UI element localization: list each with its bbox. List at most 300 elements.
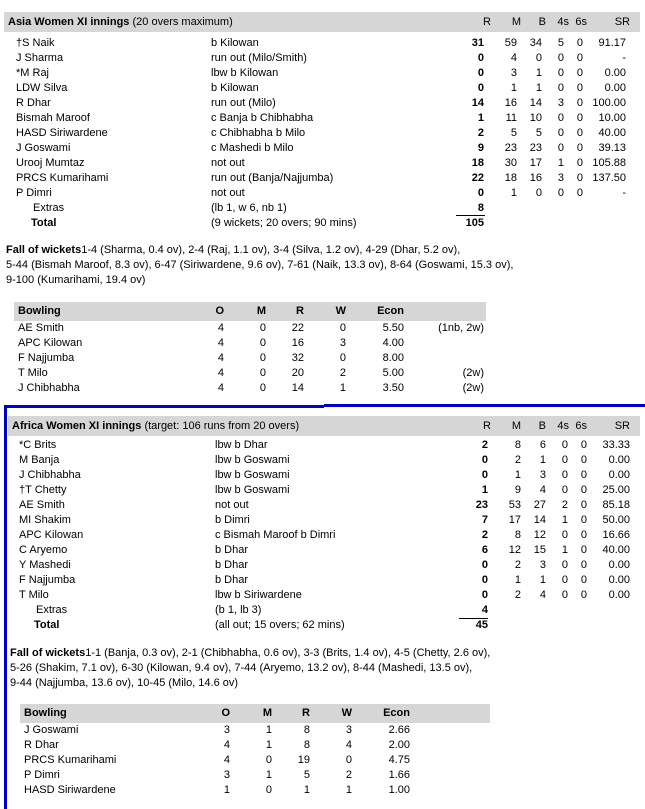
- bowler-name: F Najjumba: [18, 352, 75, 364]
- extras-label: Extras: [36, 604, 68, 616]
- minutes: 1: [514, 574, 521, 586]
- runs: 14: [471, 97, 484, 109]
- wickets: 0: [339, 352, 346, 364]
- batter-name: T Milo: [19, 589, 49, 601]
- minutes: 59: [504, 37, 517, 49]
- dismissal: c Bismah Maroof b Dimri: [215, 529, 336, 541]
- fow-text: 1-1 (Banja, 0.3 ov), 2-1 (Chibhabha, 0.6 ov), 3-3 (Brits, 1.4 ov), 4-5 (Chetty, 2.6 ov), 5-26 (Shakim, 7.1 ov), 6-30 (Kilowan, 9.4 ov), 7-44 (Aryemo, 13.2 ov), 8-44 (Mashedi, 13.5 ov), 9-44 (Najjumba, 13.6 ov), 10-45 (Milo, 14.6 ov): [10, 647, 491, 689]
- extras-value: 4: [481, 604, 488, 616]
- strike-rate: 85.18: [602, 499, 630, 511]
- sixes: 0: [576, 157, 583, 169]
- minutes: 4: [510, 52, 517, 64]
- economy: 4.00: [382, 337, 404, 349]
- fours: 0: [561, 469, 568, 481]
- dismissal: c Mashedi b Milo: [211, 142, 294, 154]
- runs: 0: [481, 454, 488, 466]
- extras-value: 8: [477, 202, 484, 214]
- bowling-row: [20, 768, 500, 783]
- total-label: Total: [31, 217, 57, 229]
- balls: 1: [535, 67, 542, 79]
- minutes: 3: [510, 67, 517, 79]
- batting-row: [0, 558, 645, 573]
- bowling-row: [20, 738, 500, 753]
- bowling-row: [14, 336, 494, 351]
- balls: 1: [539, 454, 546, 466]
- balls: 14: [533, 514, 546, 526]
- fours: 2: [561, 499, 568, 511]
- bowling-row: [20, 783, 500, 798]
- sixes: 0: [580, 484, 587, 496]
- runs: 9: [477, 142, 484, 154]
- runs-conceded: 22: [291, 322, 304, 334]
- economy: 5.00: [382, 367, 404, 379]
- maidens: 0: [265, 754, 272, 766]
- total-detail: (9 wickets; 20 overs; 90 mins): [211, 217, 357, 229]
- fours: 0: [557, 112, 564, 124]
- batter-name: J Chibhabha: [19, 469, 81, 481]
- dismissal: run out (Banja/Najjumba): [211, 172, 334, 184]
- overs: 3: [223, 769, 230, 781]
- dismissal: c Chibhabha b Milo: [211, 127, 306, 139]
- batting-row: [0, 141, 645, 156]
- sixes: 0: [576, 187, 583, 199]
- sixes: 0: [576, 52, 583, 64]
- bowl-col-r: R: [296, 305, 304, 317]
- sixes: 0: [576, 97, 583, 109]
- innings2-total-row: [0, 618, 645, 633]
- fours: 0: [561, 574, 568, 586]
- bowling-label: Bowling: [18, 305, 61, 317]
- maidens: 1: [265, 739, 272, 751]
- batting-row: [0, 528, 645, 543]
- economy: 5.50: [382, 322, 404, 334]
- batter-name: F Najjumba: [19, 574, 76, 586]
- batter-name: LDW Silva: [16, 82, 68, 94]
- col-b: B: [538, 16, 546, 28]
- section-divider-horizontal-right: [324, 404, 645, 407]
- economy: 1.66: [388, 769, 410, 781]
- bowler-name: HASD Siriwardene: [24, 784, 116, 796]
- balls: 16: [529, 172, 542, 184]
- fours: 3: [557, 172, 564, 184]
- batter-name: †S Naik: [16, 37, 55, 49]
- minutes: 2: [514, 454, 521, 466]
- bowler-name: P Dimri: [24, 769, 60, 781]
- fow-text: 1-4 (Sharma, 0.4 ov), 2-4 (Raj, 1.1 ov), 3-4 (Silva, 1.2 ov), 4-29 (Dhar, 5.2 ov), 5-44 (Bismah Maroof, 8.3 ov), 6-47 (Siriwardene, 9.6 ov), 7-61 (Naik, 13.3 ov), 8-64 (Goswami, 15.3 ov), 9-100 (Kumarihami, 19.4 ov): [6, 244, 514, 286]
- overs: 4: [223, 754, 230, 766]
- fours: 0: [561, 454, 568, 466]
- overs: 4: [223, 739, 230, 751]
- innings2-header: [8, 416, 640, 436]
- batter-name: Y Mashedi: [19, 559, 71, 571]
- bowl-col-r: R: [302, 707, 310, 719]
- bowling-label: Bowling: [24, 707, 67, 719]
- bowler-name: J Chibhabha: [18, 382, 80, 394]
- batter-name: APC Kilowan: [19, 529, 84, 541]
- fours: 0: [557, 187, 564, 199]
- sixes: 0: [580, 589, 587, 601]
- dismissal: not out: [215, 499, 249, 511]
- fours: 3: [557, 97, 564, 109]
- strike-rate: -: [622, 52, 626, 64]
- col-sr: SR: [614, 16, 630, 28]
- strike-rate: 100.00: [592, 97, 626, 109]
- overs: 4: [217, 367, 224, 379]
- sixes: 0: [576, 127, 583, 139]
- runs: 0: [477, 82, 484, 94]
- balls: 17: [529, 157, 542, 169]
- col-m: M: [511, 16, 521, 28]
- wickets: 2: [345, 769, 352, 781]
- dismissal: b Dhar: [215, 574, 249, 586]
- sixes: 0: [576, 82, 583, 94]
- batting-row: [0, 573, 645, 588]
- runs: 6: [481, 544, 488, 556]
- bowl-col-o: O: [215, 305, 224, 317]
- runs: 2: [481, 529, 488, 541]
- economy: 2.66: [388, 724, 410, 736]
- economy: 1.00: [388, 784, 410, 796]
- batting-row: [0, 438, 645, 453]
- innings1-fall-of-wickets: [6, 243, 636, 288]
- balls: 34: [529, 37, 542, 49]
- batting-row: [0, 126, 645, 141]
- dismissal: lbw b Goswami: [215, 454, 290, 466]
- balls: 15: [533, 544, 546, 556]
- bowling-row: [14, 321, 494, 336]
- runs: 1: [481, 484, 488, 496]
- batter-name: C Aryemo: [19, 544, 68, 556]
- strike-rate: 91.17: [598, 37, 626, 49]
- sixes: 0: [580, 514, 587, 526]
- minutes: 23: [504, 142, 517, 154]
- bowling-row: [14, 381, 494, 396]
- batting-row: [0, 96, 645, 111]
- bowling-extras: (2w): [462, 382, 484, 394]
- bowling-row: [20, 753, 500, 768]
- fours: 0: [561, 439, 568, 451]
- runs: 23: [475, 499, 488, 511]
- maidens: 0: [259, 322, 266, 334]
- innings2-subtitle: (target: 106 runs from 20 overs): [144, 420, 300, 432]
- strike-rate: 39.13: [598, 142, 626, 154]
- balls: 14: [529, 97, 542, 109]
- bowling-row: [14, 351, 494, 366]
- fours: 1: [561, 514, 568, 526]
- minutes: 11: [505, 112, 517, 124]
- runs: 0: [481, 574, 488, 586]
- batting-row: [0, 171, 645, 186]
- fours: 1: [557, 157, 564, 169]
- batter-name: J Sharma: [16, 52, 64, 64]
- fours: 0: [557, 52, 564, 64]
- bowl-col-m: M: [256, 305, 266, 317]
- runs-conceded: 8: [303, 739, 310, 751]
- innings1-header: [4, 12, 640, 32]
- wickets: 0: [339, 322, 346, 334]
- bowler-name: T Milo: [18, 367, 48, 379]
- runs: 31: [471, 37, 484, 49]
- dismissal: run out (Milo/Smith): [211, 52, 307, 64]
- minutes: 9: [514, 484, 521, 496]
- maidens: 1: [265, 769, 272, 781]
- bowl-col-econ: Econ: [383, 707, 410, 719]
- batting-row: [0, 513, 645, 528]
- innings2-bowling-header: [20, 704, 490, 723]
- bowler-name: AE Smith: [18, 322, 64, 334]
- dismissal: b Kilowan: [211, 82, 259, 94]
- minutes: 1: [514, 469, 521, 481]
- strike-rate: -: [622, 187, 626, 199]
- strike-rate: 105.88: [592, 157, 626, 169]
- fow-label: Fall of wickets: [10, 647, 86, 659]
- maidens: 1: [265, 724, 272, 736]
- minutes: 5: [510, 127, 517, 139]
- dismissal: b Kilowan: [211, 37, 259, 49]
- batter-name: Urooj Mumtaz: [16, 157, 85, 169]
- maidens: 0: [265, 784, 272, 796]
- extras-label: Extras: [33, 202, 65, 214]
- batter-name: MI Shakim: [19, 514, 71, 526]
- runs-conceded: 14: [291, 382, 304, 394]
- fours: 1: [561, 544, 568, 556]
- sixes: 0: [580, 454, 587, 466]
- col-6s: 6s: [575, 16, 587, 28]
- runs: 1: [477, 112, 484, 124]
- strike-rate: 16.66: [602, 529, 630, 541]
- economy: 4.75: [388, 754, 410, 766]
- batting-row: [0, 51, 645, 66]
- innings2-extras-row: [0, 603, 645, 618]
- runs-conceded: 16: [291, 337, 304, 349]
- dismissal: b Dhar: [215, 559, 249, 571]
- bowl-col-w: W: [341, 707, 352, 719]
- fours: 0: [557, 67, 564, 79]
- runs-conceded: 5: [303, 769, 310, 781]
- strike-rate: 0.00: [604, 82, 626, 94]
- runs: 0: [477, 67, 484, 79]
- runs: 0: [477, 187, 484, 199]
- bowler-name: PRCS Kumarihami: [24, 754, 117, 766]
- overs: 4: [217, 352, 224, 364]
- runs-conceded: 32: [291, 352, 304, 364]
- runs: 18: [471, 157, 484, 169]
- sixes: 0: [580, 559, 587, 571]
- balls: 0: [535, 187, 542, 199]
- bowl-col-w: W: [335, 305, 346, 317]
- sixes: 0: [576, 112, 583, 124]
- sixes: 0: [580, 574, 587, 586]
- batting-row: [0, 588, 645, 603]
- minutes: 16: [504, 97, 517, 109]
- balls: 10: [529, 112, 542, 124]
- balls: 12: [533, 529, 546, 541]
- sixes: 0: [580, 544, 587, 556]
- col-m: M: [511, 420, 521, 432]
- sixes: 0: [580, 499, 587, 511]
- balls: 3: [539, 559, 546, 571]
- balls: 4: [539, 484, 546, 496]
- strike-rate: 40.00: [598, 127, 626, 139]
- extras-detail: (lb 1, w 6, nb 1): [211, 202, 287, 214]
- strike-rate: 0.00: [608, 469, 630, 481]
- batter-name: M Banja: [19, 454, 60, 466]
- economy: 8.00: [382, 352, 404, 364]
- col-r: R: [483, 16, 491, 28]
- overs: 4: [217, 382, 224, 394]
- batting-row: [0, 36, 645, 51]
- innings2-title: Africa Women XI innings: [12, 420, 142, 432]
- runs-conceded: 8: [303, 724, 310, 736]
- section-divider-horizontal: [4, 405, 324, 408]
- bowl-col-m: M: [262, 707, 272, 719]
- strike-rate: 50.00: [602, 514, 630, 526]
- balls: 4: [539, 589, 546, 601]
- minutes: 30: [504, 157, 517, 169]
- col-r: R: [483, 420, 491, 432]
- runs: 0: [481, 559, 488, 571]
- balls: 23: [529, 142, 542, 154]
- runs: 0: [481, 589, 488, 601]
- fours: 0: [557, 127, 564, 139]
- fours: 0: [561, 484, 568, 496]
- batter-name: HASD Siriwardene: [16, 127, 108, 139]
- dismissal: lbw b Goswami: [215, 469, 290, 481]
- batting-row: [0, 468, 645, 483]
- total-value: 105: [465, 217, 484, 229]
- dismissal: not out: [211, 187, 245, 199]
- overs: 1: [223, 784, 230, 796]
- balls: 1: [539, 574, 546, 586]
- sixes: 0: [576, 67, 583, 79]
- runs: 7: [481, 514, 488, 526]
- strike-rate: 10.00: [598, 112, 626, 124]
- minutes: 1: [510, 82, 517, 94]
- overs: 4: [217, 337, 224, 349]
- minutes: 2: [514, 559, 521, 571]
- minutes: 8: [514, 529, 521, 541]
- bowling-row: [14, 366, 494, 381]
- dismissal: b Dhar: [215, 544, 249, 556]
- minutes: 17: [508, 514, 521, 526]
- fours: 0: [561, 589, 568, 601]
- economy: 2.00: [388, 739, 410, 751]
- wickets: 1: [345, 784, 352, 796]
- sixes: 0: [580, 469, 587, 481]
- runs: 22: [471, 172, 484, 184]
- balls: 6: [539, 439, 546, 451]
- innings1-subtitle: (20 overs maximum): [132, 16, 233, 28]
- batting-row: [0, 186, 645, 201]
- extras-detail: (b 1, lb 3): [215, 604, 262, 616]
- strike-rate: 40.00: [602, 544, 630, 556]
- wickets: 3: [345, 724, 352, 736]
- sixes: 0: [576, 142, 583, 154]
- innings2-fall-of-wickets: [10, 646, 640, 691]
- strike-rate: 25.00: [602, 484, 630, 496]
- bowler-name: J Goswami: [24, 724, 79, 736]
- batter-name: R Dhar: [16, 97, 51, 109]
- batting-row: [0, 81, 645, 96]
- strike-rate: 0.00: [608, 589, 630, 601]
- balls: 5: [535, 127, 542, 139]
- strike-rate: 0.00: [608, 454, 630, 466]
- runs-conceded: 19: [297, 754, 310, 766]
- maidens: 0: [259, 337, 266, 349]
- batting-row: [0, 483, 645, 498]
- bowler-name: R Dhar: [24, 739, 59, 751]
- batting-row: [0, 111, 645, 126]
- dismissal: not out: [211, 157, 245, 169]
- strike-rate: 0.00: [608, 574, 630, 586]
- batting-row: [0, 66, 645, 81]
- col-b: B: [538, 420, 546, 432]
- strike-rate: 0.00: [608, 559, 630, 571]
- strike-rate: 33.33: [602, 439, 630, 451]
- minutes: 12: [508, 544, 521, 556]
- bowling-extras: (1nb, 2w): [438, 322, 484, 334]
- batting-row: [0, 543, 645, 558]
- fours: 0: [561, 559, 568, 571]
- bowling-extras: (2w): [462, 367, 484, 379]
- col-6s: 6s: [575, 420, 587, 432]
- innings1-bowling-header: [14, 302, 486, 321]
- fours: 5: [557, 37, 564, 49]
- bowl-col-o: O: [221, 707, 230, 719]
- innings1-total-row: [0, 216, 645, 231]
- bowl-col-econ: Econ: [377, 305, 404, 317]
- runs: 2: [477, 127, 484, 139]
- sixes: 0: [576, 37, 583, 49]
- minutes: 2: [514, 589, 521, 601]
- col-4s: 4s: [557, 420, 569, 432]
- batter-name: AE Smith: [19, 499, 65, 511]
- wickets: 4: [345, 739, 352, 751]
- minutes: 53: [508, 499, 521, 511]
- col-4s: 4s: [557, 16, 569, 28]
- maidens: 0: [259, 352, 266, 364]
- balls: 1: [535, 82, 542, 94]
- minutes: 18: [504, 172, 517, 184]
- balls: 3: [539, 469, 546, 481]
- innings1-extras-row: [0, 201, 645, 216]
- strike-rate: 137.50: [592, 172, 626, 184]
- batter-name: P Dimri: [16, 187, 52, 199]
- batting-row: [0, 453, 645, 468]
- dismissal: lbw b Goswami: [215, 484, 290, 496]
- batter-name: J Goswami: [16, 142, 71, 154]
- fours: 0: [561, 529, 568, 541]
- batter-name: *M Raj: [16, 67, 50, 79]
- overs: 4: [217, 322, 224, 334]
- runs-conceded: 1: [303, 784, 310, 796]
- dismissal: c Banja b Chibhabha: [211, 112, 314, 124]
- overs: 3: [223, 724, 230, 736]
- bowling-row: [20, 723, 500, 738]
- dismissal: lbw b Kilowan: [211, 67, 279, 79]
- runs: 2: [481, 439, 488, 451]
- col-sr: SR: [614, 420, 630, 432]
- minutes: 8: [514, 439, 521, 451]
- fours: 0: [557, 82, 564, 94]
- innings1-title: Asia Women XI innings: [8, 16, 130, 28]
- balls: 27: [533, 499, 546, 511]
- dismissal: lbw b Dhar: [215, 439, 268, 451]
- batter-name: *C Brits: [19, 439, 57, 451]
- batting-row: [0, 498, 645, 513]
- balls: 0: [535, 52, 542, 64]
- runs: 0: [477, 52, 484, 64]
